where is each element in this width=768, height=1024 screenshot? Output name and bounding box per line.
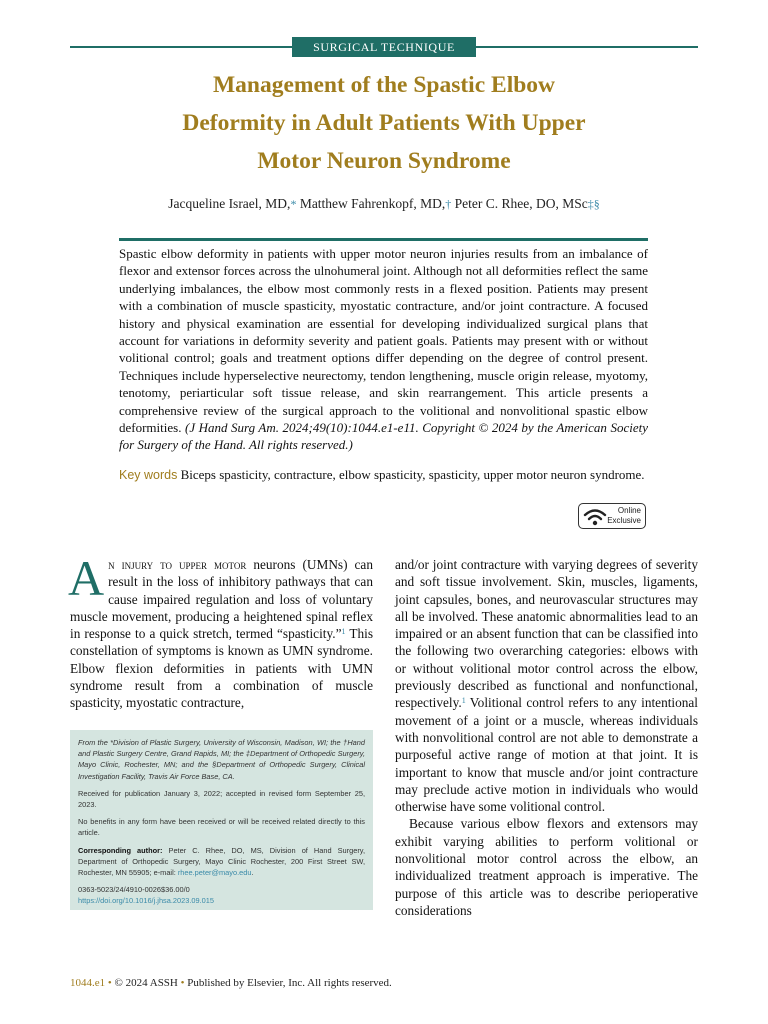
affiliation-mark[interactable]: †: [445, 197, 452, 211]
reference-link[interactable]: 1: [341, 627, 346, 637]
section-label: SURGICAL TECHNIQUE: [292, 37, 476, 57]
doi-link[interactable]: https://doi.org/10.1016/j.jhsa.2023.09.015: [78, 896, 215, 906]
body-column-2: [395, 556, 698, 919]
abstract-rule: [119, 238, 648, 241]
body-text: and/or joint contracture with varying degrees of severity and soft tissue involvement. Skin, muscles, ligaments, joint capsules, bones, and neurovascular structures may all be involved. These anatomic abnormalities lead to an impaired or an absent function that can be classified into the following two overarching categories: elbows with or without volitional motor control across the elbow, previously described as functional and nonfunctional, respectively.: [395, 557, 698, 711]
page-footer: [70, 977, 392, 989]
abstract: [119, 245, 648, 454]
corresponding-end: .: [251, 868, 254, 878]
received-dates: Received for publication January 3, 2022; accepted in revised form September 25, 2023.: [78, 788, 365, 810]
footer-publisher: Published by Elsevier, Inc. All rights reserved.: [187, 977, 392, 989]
corresponding-label: Corresponding author:: [78, 845, 163, 855]
email-link[interactable]: rhee.peter@mayo.edu: [177, 868, 252, 878]
wifi-icon: [583, 507, 607, 527]
title-line: Deformity in Adult Patients With Upper: [182, 110, 586, 136]
issn-doi: [78, 884, 365, 906]
footer-copyright: © 2024 ASSH: [114, 977, 178, 989]
title-line: Management of the Spastic Elbow: [212, 72, 556, 98]
benefits-statement: No benefits in any form have been received or will be received related directly to this article.: [78, 817, 365, 838]
author-name: Jacqueline Israel, MD,: [168, 196, 291, 211]
body-column-1: [68, 550, 373, 712]
badge-line-2: Exclusive: [607, 516, 641, 525]
paragraph: [395, 556, 698, 815]
article-title: [110, 66, 658, 180]
affiliation-text: From the *Division of Plastic Surgery, University of Wisconsin, Madison, WI; the †Hand and Plastic Surgery Centre, Grand Rapids, MI; the ‡Department of Orthopedic Surgery, Mayo Clinic, Rochester, MN; and the §Department of Orthopedic Surgery, Clinical Investigation Facility, Travis Air Force Base, CA.: [78, 738, 365, 781]
corresponding-text: Peter C. Rhee, DO, MS, Division of Hand Surgery, Department of Orthopedic Surgery, Mayo Clinic Rochester, 200 First Street SW, Rochester, MN 55905; e-mail:: [78, 845, 365, 878]
affiliation-mark[interactable]: ‡§: [587, 197, 600, 211]
keywords-label: Key words: [119, 468, 178, 482]
affiliation-box: [70, 730, 373, 910]
body-text: This constellation of symptoms is known as UMN syndrome. Elbow flexion deformities in patients with UMN syndrome result from a combination of muscle spasticity, myostatic contracture,: [70, 626, 373, 711]
author-list: [80, 196, 688, 212]
footer-separator: •: [180, 977, 185, 989]
affiliation-mark[interactable]: *: [290, 197, 297, 211]
title-line: Motor Neuron Syndrome: [257, 148, 511, 174]
author-name: Peter C. Rhee, DO, MSc: [454, 196, 588, 211]
author-name: Matthew Fahrenkopf, MD,: [299, 196, 446, 211]
body-text: neurons (UMNs) can result in the loss of inhibitory pathways that can cause impaired regulation and loss of voluntary muscle movement, producing a heightened spinal reflex in response to a quick stretch, termed “spasticity.”: [70, 557, 373, 642]
abstract-text: Spastic elbow deformity in patients with upper motor neuron injuries results from an imbalance of flexor and extensor forces across the ulnohumeral joint. Although not all deformities reflect the same underlying imbalances, the elbow most commonly rests in a flexed position. Patients may present with a combination of muscle spasticity, myostatic contracture, and/or joint contracture. A focused history and physical examination are essential for developing individualized surgical plans that account for variations in deformity severity and patient goals. Patients may present with or without volitional control; goals and treatment options differ depending on the degree of control present. Techniques include hyperselective neurectomy, tendon lengthening, muscle origin release, myotomy, tenotomy, periarticular soft tissue release, and skin rearrangement. This article presents a comprehensive review of the surgical approach to the volitional and nonvolitional spastic elbow deformities.: [119, 246, 648, 436]
page-number: 1044.e1: [70, 977, 106, 989]
reference-link[interactable]: 1: [461, 696, 466, 706]
issn: 0363-5023/24/4910-0026$36.00/0: [78, 885, 190, 895]
keywords: [119, 466, 648, 484]
header-rule-left: [70, 46, 292, 48]
drop-cap: A: [68, 550, 105, 606]
badge-line-1: Online: [617, 506, 641, 515]
paragraph: Because various elbow flexors and extensors may exhibit varying abilities to perform volitional or nonvolitional motor control across the elbow, an individualized treatment approach is imperative. The purpose of this article was to describe perioperative considerations: [395, 816, 698, 918]
lead-in-smallcaps: n injury to upper motor: [108, 557, 247, 572]
online-exclusive-badge[interactable]: [578, 503, 646, 529]
keywords-text: Biceps spasticity, contracture, elbow spasticity, spasticity, upper motor neuron syndrome.: [180, 467, 645, 482]
abstract-citation: (J Hand Surg Am. 2024;49(10):1044.e1-e11. Copyright © 2024 by the American Society for Surgery of the Hand. All rights reserved.): [119, 420, 648, 453]
body-text: Volitional control refers to any intentional movement of a joint or a muscle, whereas individuals with nonvolitional control are not able to demonstrate a purposeful active range of motion at that joint. It is important to know that muscle and/or joint contracture may preclude active motion in individuals who would otherwise have some volitional control.: [395, 695, 698, 815]
corresponding-author: [78, 845, 365, 879]
footer-separator: •: [107, 977, 112, 989]
header-rule-right: [476, 46, 698, 48]
